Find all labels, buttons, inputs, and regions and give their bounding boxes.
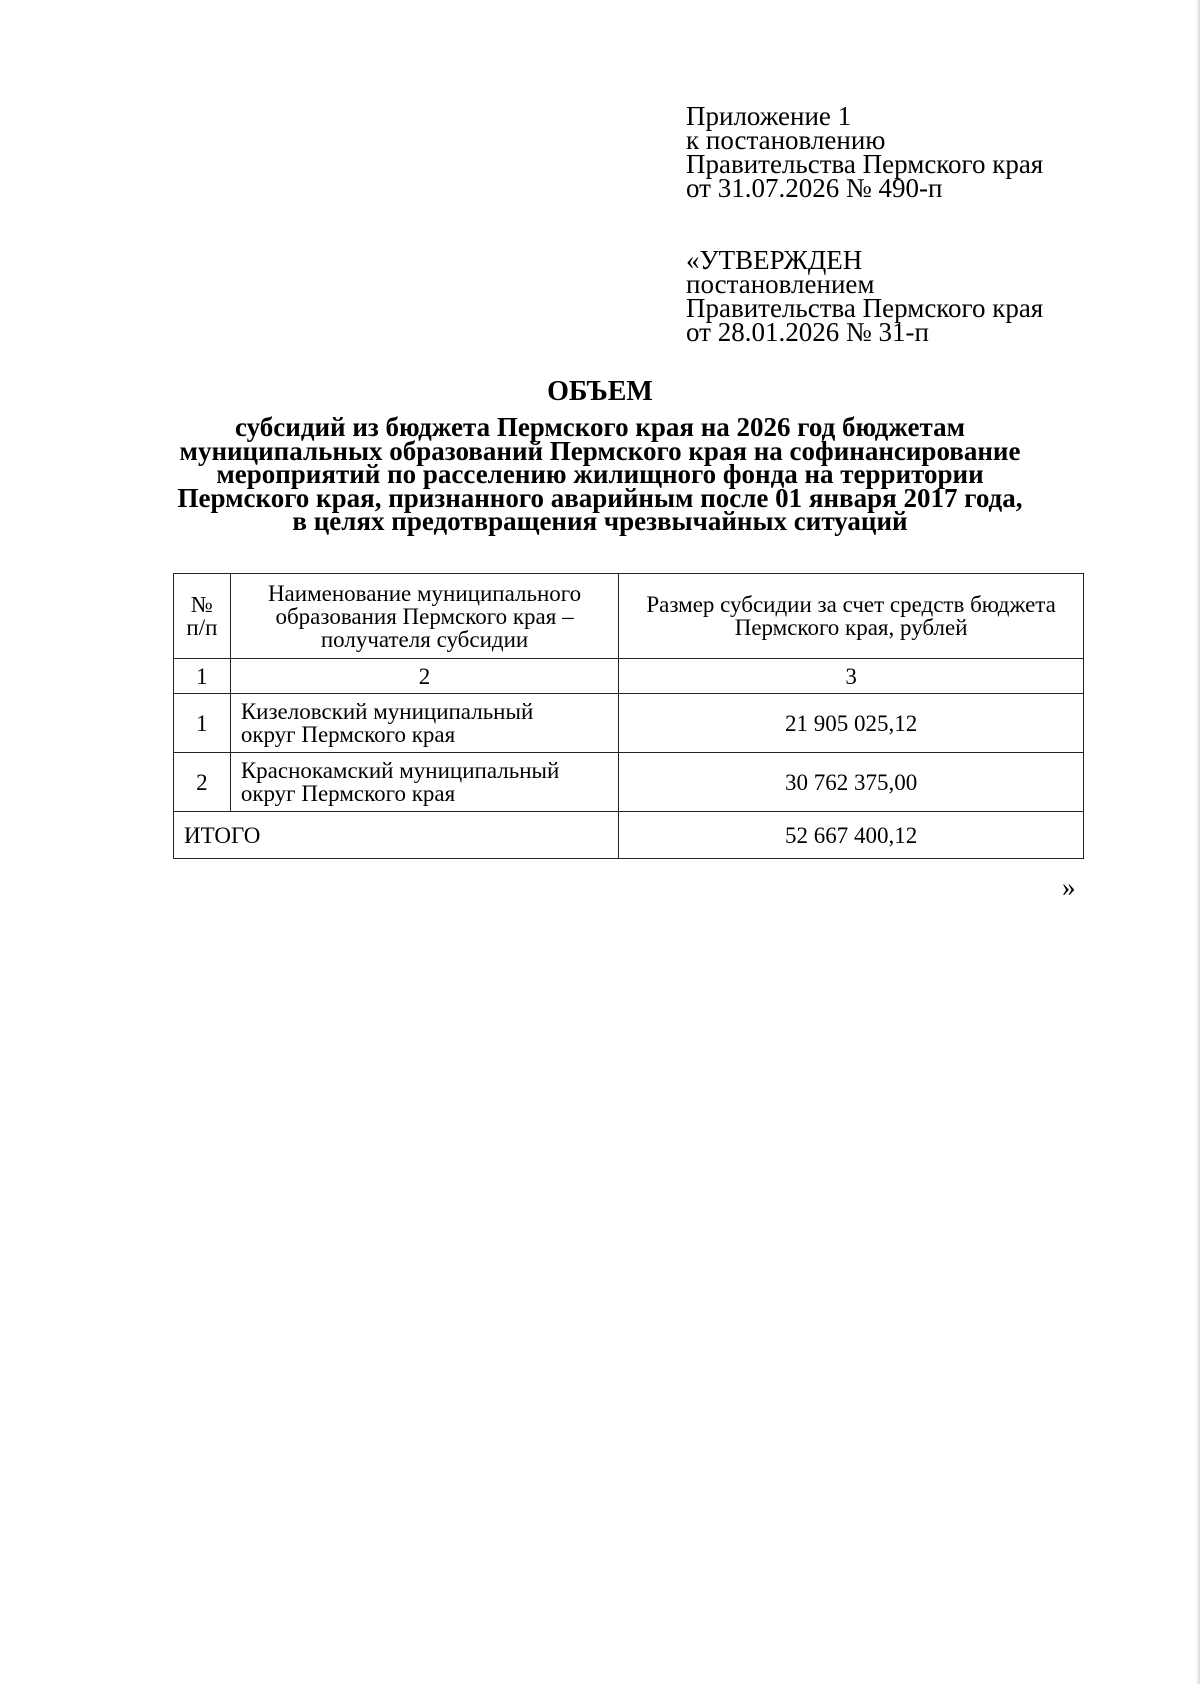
subtitle-line: муниципальных образований Пермского края на софинансирование: [179, 435, 1021, 466]
subtitle-line: мероприятий по расселению жилищного фонда на территории: [216, 459, 984, 489]
appendix-line: Правительства Пермского края: [686, 149, 1044, 179]
subsidy-table: [173, 573, 1084, 859]
total-label: ИТОГО: [174, 812, 619, 859]
header-name-line: получателя субсидии: [320, 626, 529, 652]
document-title: ОБЪЕМ: [547, 376, 653, 407]
index-cell: 1: [174, 659, 231, 694]
row-amount: 30 762 375,00: [619, 753, 1084, 812]
header-name: [230, 574, 618, 659]
header-name-line: Наименование муниципального: [267, 580, 582, 606]
row-municipality: [230, 753, 618, 812]
approval-line: Правительства Пермского края: [686, 293, 1044, 323]
scan-edge: [1196, 0, 1200, 1684]
header-amount: [619, 574, 1084, 659]
municipality-line: Кизеловский муниципальный: [240, 699, 534, 724]
approval-line: постановлением: [686, 269, 875, 299]
appendix-line: Приложение 1: [686, 101, 852, 131]
total-amount: 52 667 400,12: [619, 812, 1084, 859]
subtitle-line: субсидий из бюджета Пермского края на 2026 год бюджетам: [235, 412, 965, 442]
municipality-line: округ Пермского края: [240, 722, 456, 747]
row-municipality: [230, 694, 618, 753]
closing-quote: »: [1062, 872, 1076, 902]
document-subtitle: [100, 412, 1100, 536]
row-num: 1: [174, 694, 231, 753]
header-num-line: п/п: [186, 615, 218, 640]
table-row: [174, 694, 1084, 753]
table-total-row: [174, 812, 1084, 859]
header-amount-line: Размер субсидии за счет средств бюджета: [646, 592, 1056, 617]
header-name-line: образования Пермского края –: [275, 603, 574, 629]
index-cell: 3: [619, 659, 1084, 694]
table-row: [174, 753, 1084, 812]
subtitle-line: Пермского края, признанного аварийным после 01 января 2017 года,: [177, 482, 1023, 513]
appendix-line: к постановлению: [686, 125, 886, 155]
municipality-line: Краснокамский муниципальный: [240, 758, 560, 783]
header-num-line: №: [190, 592, 213, 617]
table-header-row: [174, 574, 1084, 659]
table-index-row: [174, 659, 1084, 694]
appendix-header: [686, 101, 1116, 203]
approval-line: «УТВЕРЖДЕН: [686, 245, 863, 275]
subtitle-line: в целях предотвращения чрезвычайных ситуаций: [292, 506, 908, 536]
approval-line: от 28.01.2026 № 31-п: [686, 317, 929, 347]
header-amount-line: Пермского края, рублей: [734, 615, 968, 640]
row-num: 2: [174, 753, 231, 812]
row-amount: 21 905 025,12: [619, 694, 1084, 753]
appendix-line: от 31.07.2026 № 490-п: [686, 173, 943, 203]
index-cell: 2: [230, 659, 618, 694]
approval-header: [686, 245, 1116, 347]
municipality-line: округ Пермского края: [240, 781, 456, 806]
header-num: [174, 574, 231, 659]
